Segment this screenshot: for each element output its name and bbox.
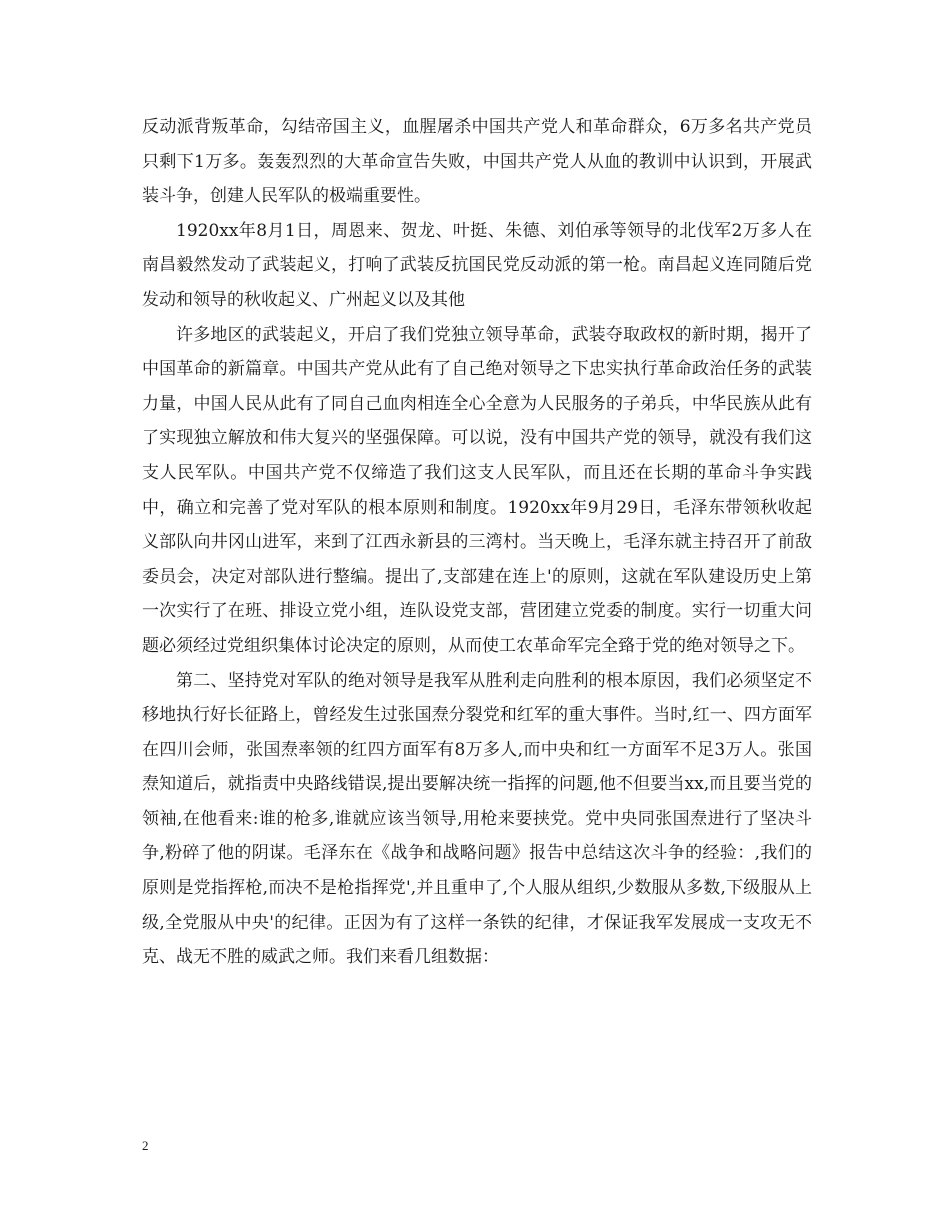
paragraph-4: 第二、坚持党对军队的绝对领导是我军从胜利走向胜利的根本原因，我们必须坚定不移地执行好长征路上，曾经发生过张国焘分裂党和红军的重大事件。当时,红一、四方面军在四川会师，张国焘率领的红四方面军有8万多人,而中央和红一方面军不足3万人。张国焘知道后，就指责中央路线错误,提出要解决统一指挥的问题,他不但要当xx,而且要当党的领袖,在他看来:谁的枪多,谁就应该当领导,用枪来要挟党。党中央同张国焘进行了坚决斗争,粉碎了他的阴谋。毛泽东在《战争和战略问题》报告中总结这次斗争的经验：,我们的原则是党指挥枪,而决不是枪指挥党',并且重申了,个人服从组织,少数服从多数,下级服从上级,全党服从中央'的纪律。正因为有了这样一条铁的纪律，才保证我军发展成一支攻无不克、战无不胜的威武之师。我们来看几组数据： <box>142 670 812 968</box>
paragraph-3: 许多地区的武装起义，开启了我们党独立领导革命，武装夺取政权的新时期，揭开了中国革命的新篇章。中国共产党从此有了自己绝对领导之下忠实执行革命政治任务的武装力量，中国人民从此有了同自己血肉相连全心全意为人民服务的子弟兵，中华民族从此有了实现独立解放和伟大复兴的坚强保障。可以说，没有中国共产党的领导，就没有我们这支人民军队。中国共产党不仅缔造了我们这支人民军队，而且还在长期的革命斗争实践中，确立和完善了党对军队的根本原则和制度。1920xx年9月29日，毛泽东带领秋收起义部队向井冈山进军，来到了江西永新县的三湾村。当天晚上，毛泽东就主持召开了前敌委员会，决定对部队进行整编。提出了,支部建在连上'的原则，这就在军队建设历史上第一次实行了在班、排设立党小组，连队设党支部，营团建立党委的制度。实行一切重大问题必须经过党组织集体讨论决定的原则，从而使工农革命军完全臵于党的绝对领导之下。 <box>142 324 812 656</box>
page-number: 2 <box>142 1138 149 1153</box>
paragraph-1: 反动派背叛革命，勾结帝国主义，血腥屠杀中国共产党人和革命群众，6万多名共产党员只剩下1万多。轰轰烈烈的大革命宣告失败，中国共产党人从血的教训中认识到，开展武装斗争，创建人民军队的极端重要性。 <box>142 117 812 207</box>
body-text <box>142 110 812 975</box>
paragraph-2: 1920xx年8月1日，周恩来、贺龙、叶挺、朱德、刘伯承等领导的北伐军2万多人在南昌毅然发动了武装起义，打响了武装反抗国民党反动派的第一枪。南昌起义连同随后党发动和领导的秋收起义、广州起义以及其他 <box>142 220 812 310</box>
